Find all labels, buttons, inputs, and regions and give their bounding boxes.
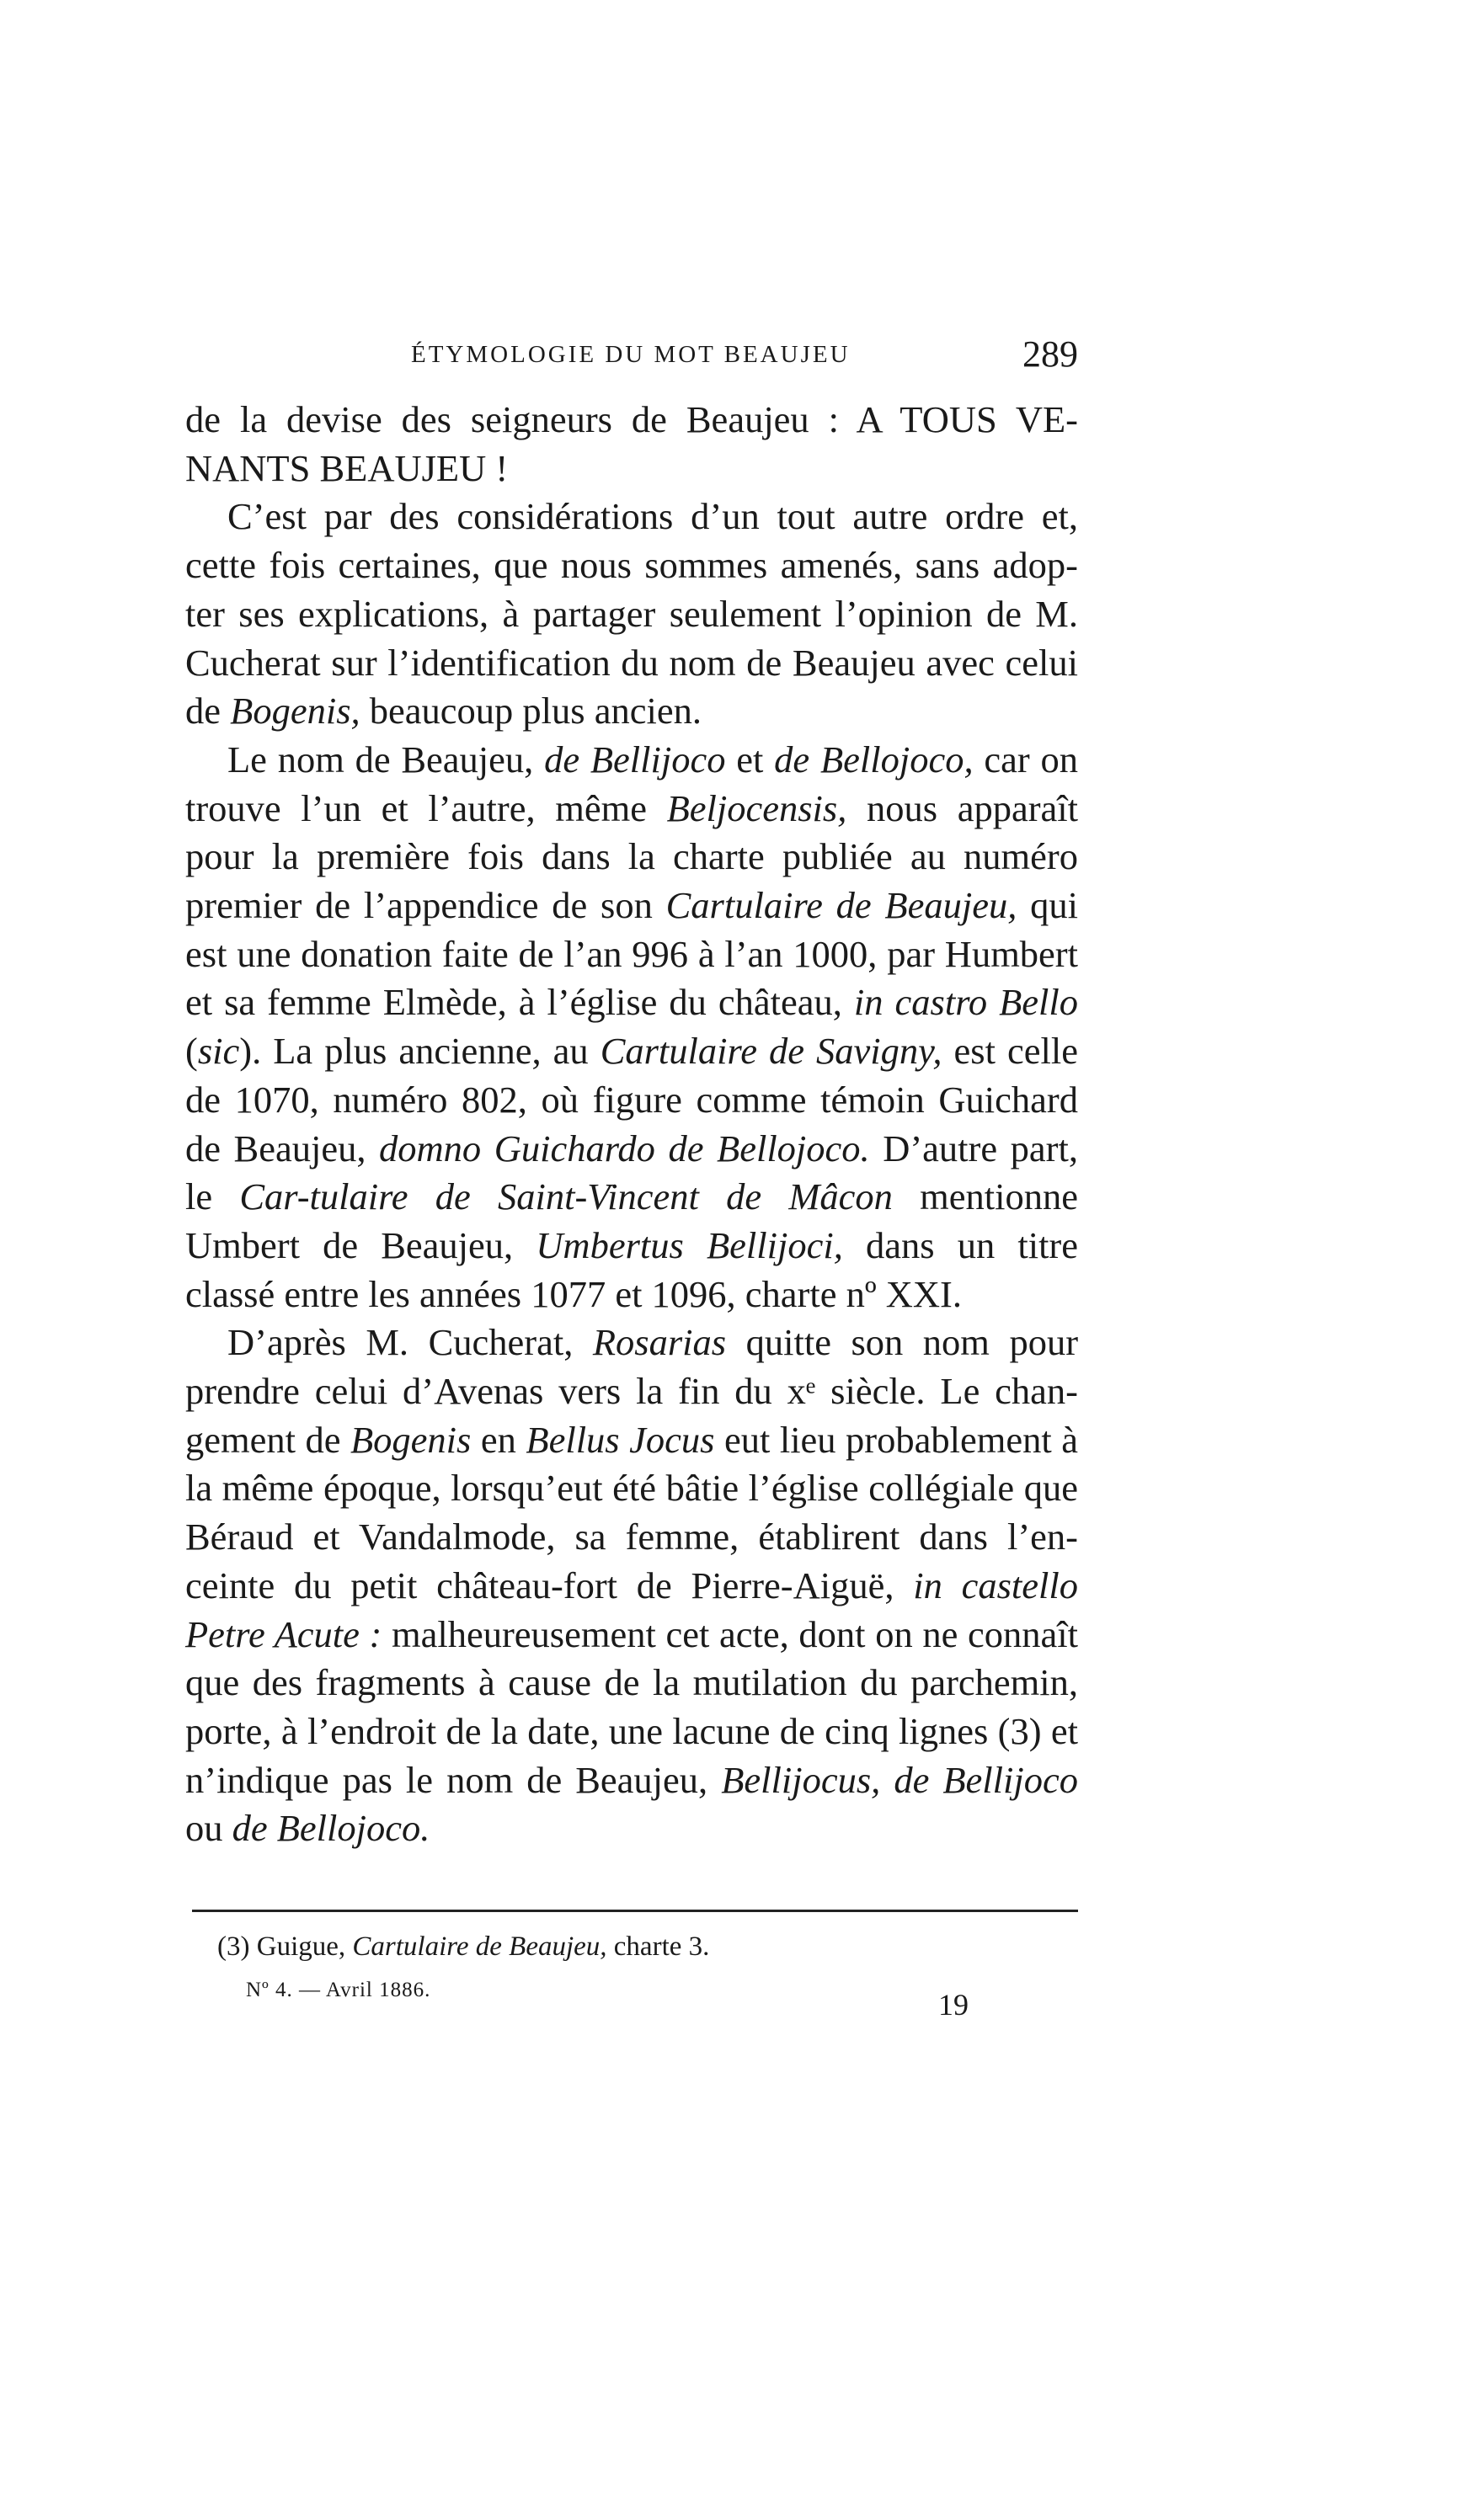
italic-text: Cartulaire de Beaujeu, — [665, 884, 1017, 927]
italic-text: Bogenis, — [230, 690, 360, 733]
text-run: D’autre part, le — [185, 1127, 1078, 1218]
running-title: ÉTYMOLOGIE DU MOT BEAUJEU — [411, 341, 851, 368]
text-run: de la devise des seigneurs de Beaujeu : A TOUS VE-NANTS BEAUJEU ! — [185, 398, 1078, 489]
text-run: ou — [185, 1807, 232, 1850]
text-run: eut lieu probablement à la même époque, lorsqu’eut été bâtie l’église collégiale que Béraud et Vandalmode, sa femme, établirent dans l’en-ceinte du petit château-fort de Pierre-Aiguë, — [185, 1418, 1078, 1606]
text-run: beaucoup plus ancien. — [360, 690, 702, 733]
text-run: malheureusement cet acte, dont on ne connaît que des fragments à cause de la mutilation du parchemin, porte, à l’endroit de la date, une lacune de cinq lignes (3) et n’indique pas le nom de Beaujeu, — [185, 1612, 1078, 1801]
italic-text: Umbertus Bellijoci, — [536, 1223, 843, 1266]
footnote-divider — [192, 1910, 1078, 1912]
footnote — [217, 1931, 1060, 1963]
text-run: D’après M. Cucherat, — [227, 1321, 593, 1364]
italic-text: in castello Petre Acute : — [185, 1564, 1078, 1655]
text-run: et — [725, 738, 775, 781]
italic-text: Bellijocus, de Bellijoco — [721, 1758, 1078, 1801]
running-head — [185, 333, 1078, 383]
text-run: car on trouve l’un et l’autre, même — [185, 738, 1078, 829]
paragraph — [185, 396, 1078, 493]
text-run: dans un titre classé entre les années 1077 et 1096, charte nº XXI. — [185, 1223, 1079, 1315]
issue-signature: Nº 4. — Avril 1886. — [246, 1979, 431, 2001]
text-run: ). La plus ancienne, au — [239, 1030, 601, 1073]
signature-mark: 19 — [938, 1988, 969, 2022]
italic-text: sic — [197, 1030, 240, 1073]
text-run: est celle de 1070, numéro 802, où figure comme témoin Guichard de Beaujeu, — [185, 1030, 1078, 1169]
paragraph — [185, 1319, 1078, 1853]
text-run: nous apparaît pour la première fois dans la charte publiée au numéro premier de l’appendice de son — [185, 786, 1078, 927]
body-text — [185, 396, 1078, 1853]
paragraph — [185, 736, 1078, 1319]
footnote-number: (3) — [217, 1931, 250, 1962]
italic-text: Car-tulaire de Saint-Vincent de Mâcon — [239, 1175, 893, 1218]
text-run: qui est une donation faite de l’an 996 à l’an 1000, par Humbert et sa femme Elmède, à l’église du château, — [185, 884, 1078, 1024]
paragraph — [185, 493, 1078, 736]
italic-text: Rosarias — [592, 1321, 727, 1364]
italic-text: Beljocensis, — [666, 786, 847, 829]
text-run: C’est par des considérations d’un tout autre ordre et, cette fois certaines, que nous sommes amenés, sans adop-ter ses explications, à partager seulement l’opinion de M. Cucherat sur l’identification du nom de Beaujeu avec celui de — [185, 495, 1078, 733]
italic-text: domno Guichardo de Bellojoco. — [379, 1127, 870, 1169]
italic-text: de Bellojoco. — [232, 1807, 430, 1850]
footnote-italic-title: Cartulaire de Beaujeu, — [352, 1931, 607, 1962]
italic-text: in castro Bello — [853, 981, 1079, 1024]
text-run: en — [471, 1418, 526, 1461]
italic-text: Cartulaire de Savigny, — [600, 1030, 942, 1073]
text-run: mentionne Umbert de Beaujeu, — [185, 1175, 1078, 1266]
text-run: quitte son nom pour prendre celui d’Avenas vers la fin du xᵉ siècle. Le chan-gement de — [185, 1321, 1079, 1461]
italic-text: Bellus Jocus — [526, 1418, 715, 1461]
text-run: ( — [185, 1030, 198, 1073]
page-number: 289 — [1022, 333, 1078, 375]
footnote-text-before: Guigue, — [256, 1931, 353, 1962]
italic-text: Bogenis — [350, 1418, 472, 1461]
italic-text: de Bellijoco — [544, 738, 726, 781]
italic-text: de Bellojoco, — [774, 738, 974, 781]
text-run: Le nom de Beaujeu, — [227, 738, 545, 781]
footnote-text-after: charte 3. — [606, 1931, 710, 1962]
